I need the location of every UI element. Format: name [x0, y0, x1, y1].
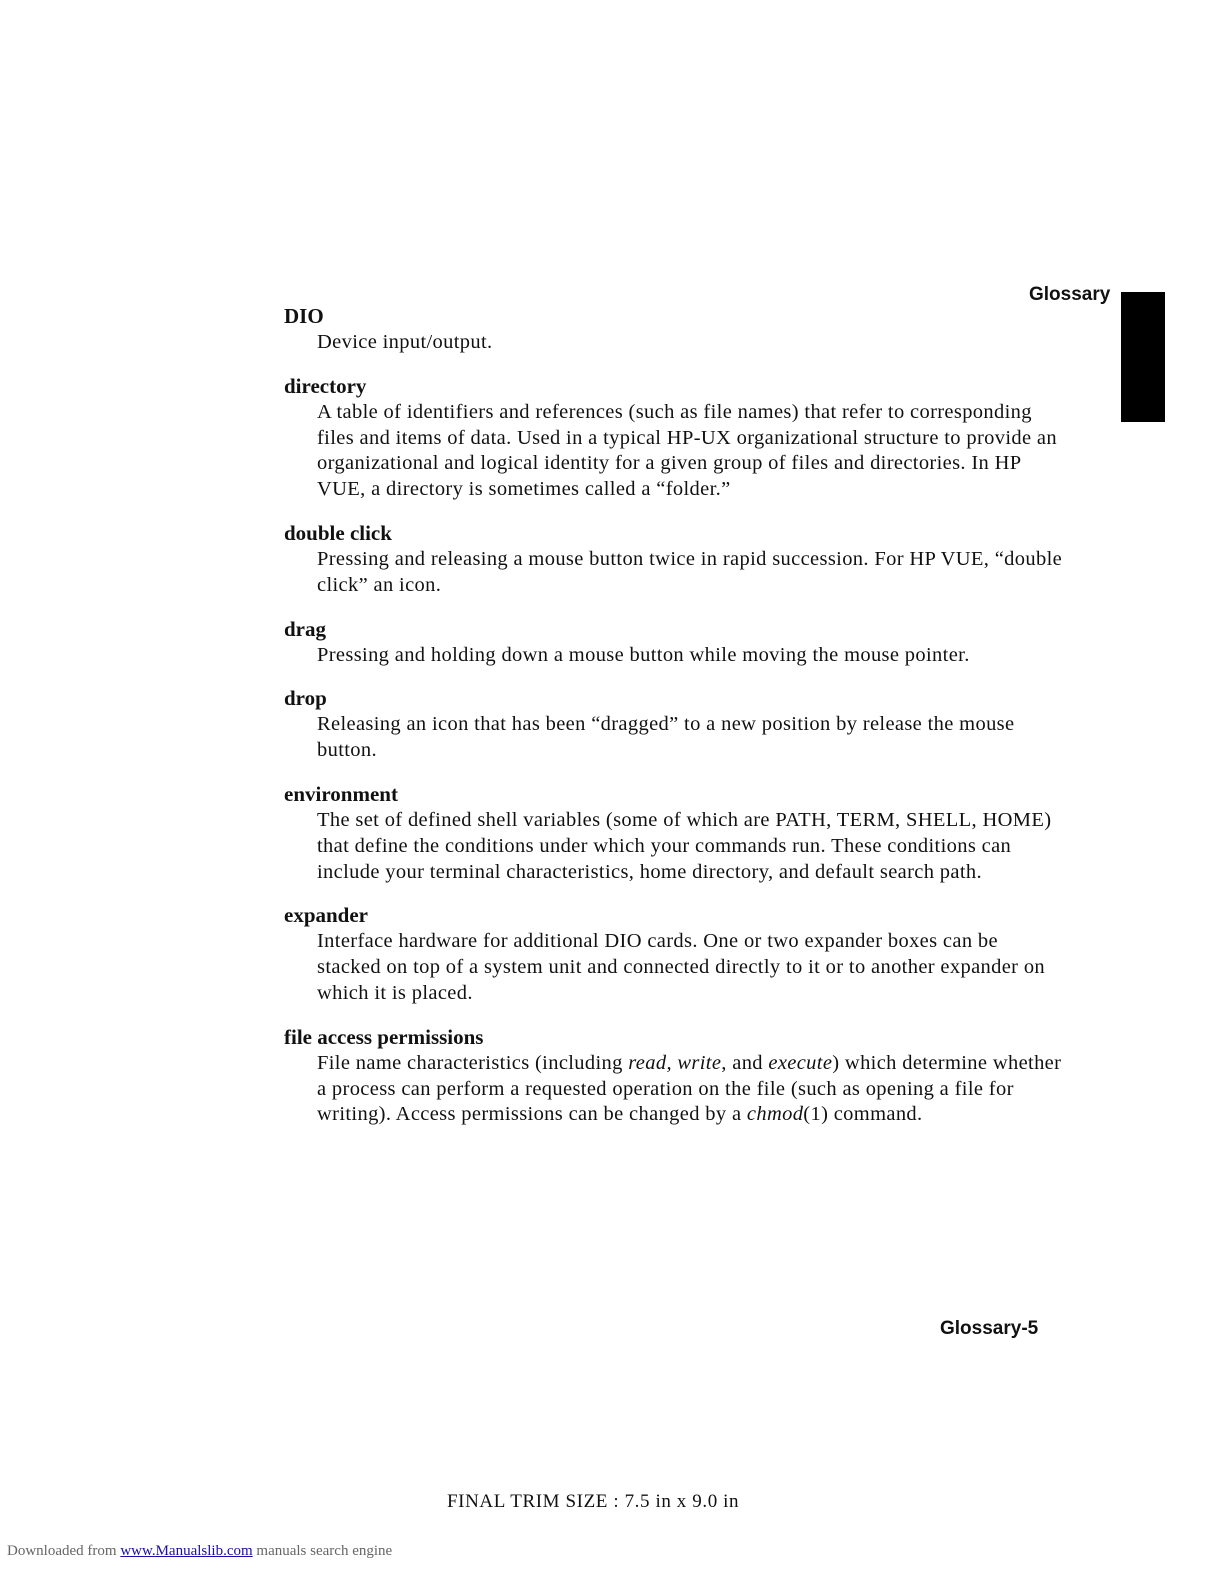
definition-text: Pressing and holding down a mouse button while moving the mouse pointer. — [317, 643, 970, 666]
glossary-entry — [284, 617, 1064, 669]
definition-text: Pressing and releasing a mouse button twice in rapid succession. For HP VUE, “double click” an icon. — [317, 547, 1063, 596]
glossary-definition — [317, 712, 1064, 764]
glossary-term: directory — [284, 373, 367, 398]
glossary-definition — [317, 400, 1064, 503]
download-prefix: Downloaded from — [7, 1543, 121, 1559]
definition-text: Interface hardware for additional DIO cards. One or two expander boxes can be stacked on top of a system unit and connected directly to it or to another expander on which it is placed. — [317, 930, 1046, 1004]
trim-size-note: FINAL TRIM SIZE : 7.5 in x 9.0 in — [447, 1491, 740, 1512]
section-title: Glossary — [1029, 284, 1111, 305]
definition-text: Releasing an icon that has been “dragged” to a new position by release the mouse button. — [317, 713, 1015, 762]
glossary-definition — [317, 1051, 1064, 1128]
manualslib-link[interactable]: www.Manualslib.com — [120, 1543, 253, 1559]
glossary-entry — [284, 903, 1064, 1006]
glossary-term: drop — [284, 686, 327, 711]
glossary-entry — [284, 521, 1064, 599]
download-note — [7, 1543, 392, 1560]
definition-text: , and — [721, 1051, 769, 1074]
page-number: Glossary-5 — [940, 1318, 1039, 1339]
glossary-term: expander — [284, 903, 368, 928]
definition-emphasis: chmod — [746, 1103, 804, 1126]
definition-text: (1) command. — [803, 1103, 923, 1126]
glossary-term: file access permissions — [284, 1024, 484, 1049]
definition-emphasis: execute — [768, 1051, 833, 1074]
glossary-entry — [284, 1025, 1064, 1128]
glossary-definition — [317, 929, 1064, 1006]
glossary-term: environment — [284, 781, 398, 806]
glossary-definition — [317, 808, 1064, 885]
glossary-definition — [317, 330, 1064, 356]
definition-text: Device input/output. — [317, 331, 493, 353]
glossary-entry — [284, 304, 1064, 356]
definition-text: ) which determine whether a process can perform a requested operation on the file (such as opening a file for writing). Access permissions can be changed by a — [317, 1051, 1062, 1126]
definition-emphasis: read, write — [628, 1051, 722, 1074]
definition-text: A table of identifiers and references (such as file names) that refer to corresponding files and items of data. Used in a typical HP-UX organizational structure to provide an organizational and logical identity for a given group of files and directories. In HP VUE, a directory is sometimes called a “folder.” — [317, 400, 1057, 501]
definition-text: File name characteristics (including — [317, 1051, 629, 1074]
glossary-term: drag — [284, 616, 326, 641]
section-thumb-tab — [1121, 292, 1165, 422]
glossary-entry — [284, 686, 1064, 764]
glossary-definition — [317, 643, 1064, 669]
download-suffix: manuals search engine — [252, 1543, 393, 1559]
definition-text: The set of defined shell variables (some of which are PATH, TERM, SHELL, HOME) that define the conditions under which your commands run. These conditions can include your terminal characteristics, home directory, and default search path. — [317, 808, 1052, 883]
glossary-definition — [317, 547, 1064, 599]
glossary-list — [284, 304, 1064, 1146]
glossary-entry — [284, 782, 1064, 885]
glossary-entry — [284, 374, 1064, 503]
glossary-term: double click — [284, 520, 392, 545]
glossary-term: DIO — [284, 304, 324, 328]
